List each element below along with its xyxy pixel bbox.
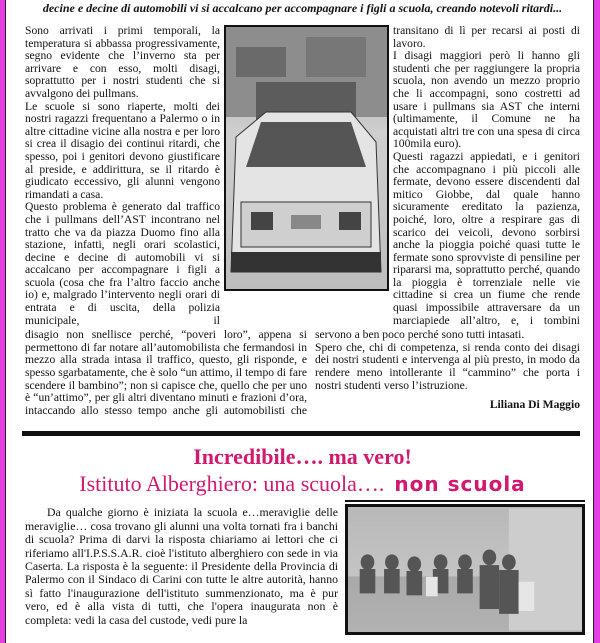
paragraph: Sono arrivati i primi temporali, la temperatura si abbassa progressivamente, segno evidente che l’inverno sta per arrivare e con esso, molti disagi, soprattutto per i nostri studenti che si avvalgono dei pullmans.	[25, 24, 220, 100]
article1-bottom	[25, 329, 580, 417]
paragraph: I disagi maggiori però li hanno gli studenti che per raggiungere la propria scuola, non avendo un mezzo proprio che li accompagni, sono costretti ad usare i pullmans sia AST che interni (ultimamente, il Comune ne ha acquistati altri tre con una spesa di circa 100mila euro).	[393, 49, 580, 151]
paragraph: transitano di lì per recarsi ai posti di lavoro.	[393, 24, 580, 50]
paragraph: Le scuole si sono riaperte, molti dei nostri ragazzi frequentano a Palermo o in altre cittadine vicine alla nostra e per loro si crea il disagio dei continui ritardi, che spesso, poi i genitori devono giustificare al preside, e addirittura, se il ritardo è giudicato eccessivo, gli alunni vengono rimandati a casa.	[25, 99, 220, 201]
classroom-photo	[345, 504, 585, 635]
article1-top	[25, 25, 580, 327]
paragraph: servono a ben poco perché sono tutti intasati.	[315, 328, 525, 342]
section-divider	[22, 431, 580, 436]
page-border-right	[593, 0, 600, 643]
subheadline-text: Istituto Alberghiero: una scuola….	[79, 471, 385, 497]
author-signature: Liliana Di Maggio	[489, 398, 580, 412]
article2	[25, 500, 580, 635]
article-column-right	[393, 25, 580, 327]
article-column-left-lower	[25, 329, 307, 417]
paragraph: Questo problema è generato dal traffico che i pullmans dell’AST incontrano nel tratto che va da piazza Duomo fino alla stazione, infatti, negli orari scolastici, decine e decine di automobili vi si accalcano per accompagnare i figli a scuola (cosa che fra l’altro faccio anche io) e, malgrado l’intervento negli orari di entrata e di uscita, della polizia municipale, il	[25, 200, 220, 327]
article-column-right-lower-wrap	[315, 329, 580, 412]
cut-off-caption: decine e decine di automobili vi si accalcano per accompagnare i figli a scuola, creando notevoli ritardi...	[42, 1, 563, 15]
subheadline	[25, 470, 580, 498]
subheadline-highlight: non scuola	[394, 472, 526, 497]
paragraph: disagio non snellisce perché, “poveri loro”, appena si permettono di far notare all’automobilista che fermandosi in mezzo alla strada intasa il traffico, questo, gli risponde, e spesso sgarbatamente, che è solo “un attimo, il tempo di fare scendere il bambino”; non si capisce che, quello che per uno è “un’attimo”, per gli altri diventano minuti e frazioni d’ora, intaccando allo stesso tempo anche gli automobilisti che	[25, 328, 307, 417]
headline: Incredibile…. ma vero!	[193, 444, 412, 470]
paragraph: Da qualche giorno è iniziata la scuola e…meraviglie delle meraviglie… cosa trovano gli alunni una volta tornati fra i banchi di scuola? Prima di darvi la risposta chiariamo ai lettori che ci riferiamo all'I.P.S.S.A.R. cioè l'istituto alberghiero con sede in via Caserta. La risposta è la seguente: il Presidente della Provincia di Palermo con il Sindaco di Carini con tutte le altre autorità, hanno sì fatto l'inaugurazione dell'istituto summenzionato, ma è pur vero, ed è alla vista di tutti, che l'opera inaugurata non è completa: vedi la casa del custode, vedi pure la	[25, 505, 338, 627]
traffic-photo	[224, 25, 389, 291]
paragraph: Questi ragazzi appiedati, e i genitori che accompagnano i più piccoli alle fermate, devono essere discendenti dal mitico Giobbe, dal quale hanno sicuramente ereditato la pazienza, poiché, loro, oltre a respirare gas di scarico dei veicoli, devono sorbirsi anche la pioggia poiché quasi tutte le fermate sono sprovviste di pensiline per ripararsi ma, soprattutto perché, quando la pioggia è torrenziale nelle vie cittadine si crea un fiume che rende quasi impossibile attraversare da un marciapiede all’altro, e, i tombini	[393, 149, 580, 327]
page-border-left	[0, 0, 6, 643]
paragraph: Spero che, chi di competenza, si renda conto dei disagi dei nostri studenti e intervenga al più presto, in modo da rendere meno intollerante il “cammino” che porta i nostri studenti verso l’istruzione.	[315, 340, 580, 392]
photo-rule	[345, 500, 585, 635]
article2-body	[25, 506, 338, 627]
article-column-left	[25, 25, 220, 327]
article-column-right-lower	[315, 329, 580, 392]
